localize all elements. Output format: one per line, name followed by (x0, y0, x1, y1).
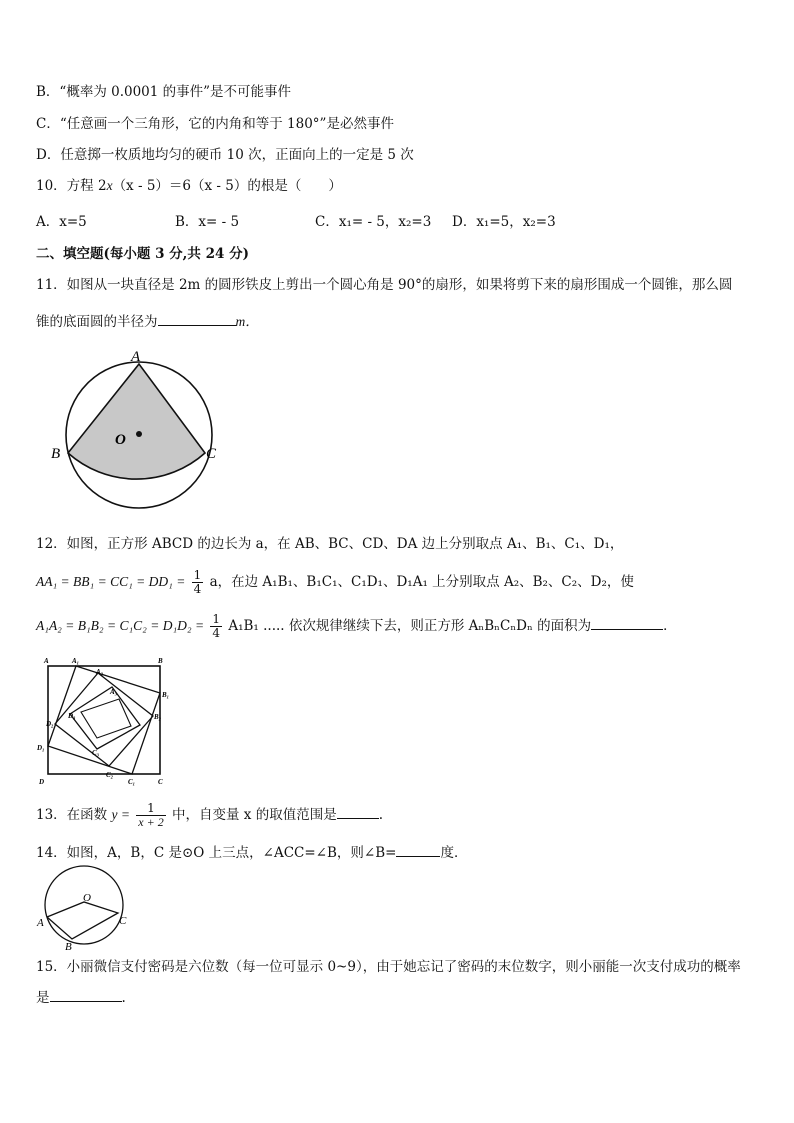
q12-label-d2: D₂ (46, 720, 54, 728)
q14-label-a: A (37, 917, 44, 929)
q11-label-b: B (51, 446, 61, 462)
q15-answer-blank[interactable] (50, 987, 122, 1002)
q11-answer-blank[interactable] (158, 311, 236, 326)
q12-square-3 (70, 687, 140, 749)
q13-frac-den: x + 2 (138, 815, 164, 829)
q14-post: 度． (440, 845, 468, 861)
q14-figure (34, 862, 134, 952)
q12-square-abcd (48, 666, 160, 774)
q9-option-d: D．任意掷一枚质地均匀的硬币 10 次，正面向上的一定是 5 次 (36, 147, 414, 163)
q12-line2-pre: AA₁ = BB₁ = CC₁ = DD₁ = (36, 574, 186, 589)
q12-label-b2: B₂ (154, 713, 162, 721)
q15-line2-end: . (121, 990, 126, 1006)
q11-label-a: A (131, 349, 141, 365)
q11-label-o: O (115, 432, 126, 448)
q10-stem (36, 176, 342, 196)
q12-frac-2 (210, 613, 222, 640)
q13-post: 中，自变量 x 的取值范围是 (172, 807, 337, 823)
q9-option-b: B．“概率为 0.0001 的事件”是不可能事件 (36, 84, 292, 100)
q12-frac-1 (192, 569, 204, 596)
q12-line1: 12．如图，正方形 ABCD 的边长为 a，在 AB、BC、CD、DA 边上分别取点 A₁、B₁、C₁、D₁， (36, 536, 624, 552)
section-heading: 二、填空题(每小题 3 分,共 24 分) (36, 246, 249, 262)
q10-option-d: D．x₁=5，x₂=3 (452, 214, 556, 230)
q10-option-c: C．x₁= - 5，x₂=3 (315, 214, 432, 230)
q11-line2 (36, 311, 259, 332)
q13-end: . (378, 807, 383, 823)
q10-option-a: A．x=5 (36, 214, 87, 230)
q12-label-a2: A₂ (96, 668, 104, 676)
q12-line3-end: ． (663, 618, 677, 634)
q9-option-c: C．“任意画一个三角形，它的内角和等于 180°”是必然事件 (36, 116, 394, 132)
q14-label-b: B (65, 941, 72, 952)
q12-label-b1: B₁ (162, 691, 170, 699)
q12-label-a1: A₁ (72, 657, 80, 665)
q15-line2-pre: 是 (36, 990, 50, 1006)
q14-line (36, 842, 467, 863)
q12-line3-post: A₁B₁ ..... 依次规律继续下去，则正方形 AₙBₙCₙDₙ 的面积为 (228, 618, 592, 634)
q12-frac-2-den: 4 (212, 626, 221, 640)
q12-label-b: B (158, 657, 163, 665)
q12-line2 (36, 566, 634, 598)
q13-pre: 13．在函数 (36, 807, 108, 823)
q11-line2-pre: 锥的底面圆的半径为 (36, 314, 158, 330)
q13-line (36, 798, 383, 832)
q12-label-c: C (158, 778, 163, 786)
q12-frac-1-num: 1 (193, 568, 202, 582)
q10-stem-var: x (106, 178, 113, 193)
q12-square-4 (81, 699, 131, 738)
q11-label-c: C (206, 446, 217, 462)
q14-pre: 14．如图，A，B，C 是⊙O 上三点，∠ACC=∠B，则∠B= (36, 845, 397, 861)
q13-y: y = (111, 807, 130, 822)
q11-line2-post: m． (235, 314, 259, 329)
q10-stem-pre: 10．方程 2 (36, 178, 107, 194)
q11-center-dot (136, 431, 142, 437)
q12-label-c2: C₂ (106, 771, 114, 779)
q12-label-a: A (44, 657, 49, 665)
q10-option-b: B．x= - 5 (175, 214, 240, 230)
q12-figure (34, 654, 182, 790)
q10-stem-post: （x - 5）＝6（x - 5）的根是（ ） (112, 178, 342, 194)
q15-line2 (36, 987, 126, 1008)
q12-label-d: D (39, 778, 45, 786)
q12-line3 (36, 610, 677, 642)
q14-label-c: C (119, 915, 127, 927)
q11-figure (48, 344, 228, 514)
q12-label-d3: D₃ (68, 712, 76, 720)
q12-line3-pre: A₁A₂ = B₁B₂ = C₁C₂ = D₁D₂ = (36, 618, 205, 633)
q15-line1: 15．小丽微信支付密码是六位数（每一位可显示 0~9），由于她忘记了密码的末位数字，则小丽能一次支付成功的概率 (36, 959, 741, 975)
q12-label-c3: C₃ (92, 749, 100, 757)
q12-answer-blank[interactable] (591, 615, 663, 630)
q12-frac-2-num: 1 (212, 612, 221, 626)
q11-line1: 11．如图从一块直径是 2m 的圆形铁皮上剪出一个圆心角是 90°的扇形，如果将剪下来的扇形围成一个圆锥，那么圆 (36, 277, 733, 293)
q13-frac (136, 802, 165, 829)
q13-frac-num: 1 (136, 802, 165, 816)
q12-line2-post: a，在边 A₁B₁、B₁C₁、C₁D₁、D₁A₁ 上分别取点 A₂、B₂、C₂、D₂，使 (209, 574, 634, 590)
q13-answer-blank[interactable] (337, 804, 379, 819)
q12-label-a3: A₃ (110, 688, 118, 696)
q12-square-1 (48, 666, 160, 774)
q12-label-c1: C₁ (128, 778, 136, 786)
q12-label-d1: D₁ (37, 744, 45, 752)
q14-label-o: O (83, 892, 91, 904)
q14-answer-blank[interactable] (396, 842, 440, 857)
q12-frac-1-den: 4 (193, 582, 202, 596)
